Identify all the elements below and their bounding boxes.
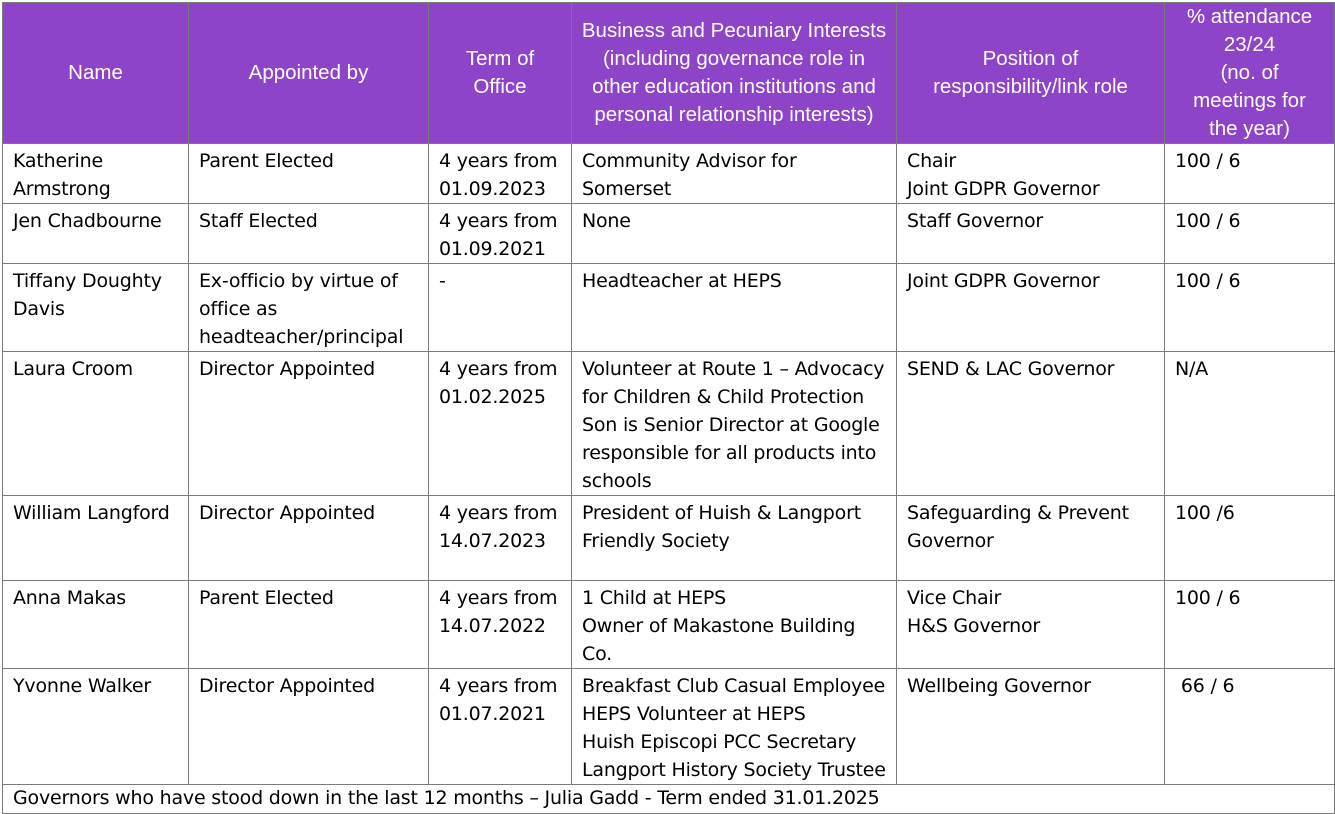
cell-appointed-by [189, 669, 429, 785]
cell-term [429, 352, 572, 496]
cell-line: HEPS Volunteer at HEPS [582, 703, 806, 725]
cell-line: 1 Child at HEPS [582, 587, 727, 609]
header-line: personal relationship interests) [594, 103, 874, 126]
cell-attendance [1165, 264, 1335, 352]
cell-line: 100 /6 [1175, 502, 1235, 524]
table-row [3, 144, 1335, 204]
cell-line: 66 / 6 [1175, 675, 1235, 697]
header-line: % attendance [1186, 5, 1313, 28]
cell-line: office as [199, 298, 278, 320]
cell-line: 100 / 6 [1175, 270, 1241, 292]
cell-line: 01.09.2021 [439, 238, 546, 260]
cell-line: for Children & Child Protection [582, 386, 865, 408]
header-name-label: Name [68, 61, 123, 84]
cell-interests [572, 496, 897, 581]
header-line: (no. of [1220, 61, 1279, 84]
cell-line: Owner of Makastone Building [582, 615, 856, 637]
page [2, 2, 1335, 814]
cell-line: Co. [582, 643, 612, 665]
cell-appointed-by [189, 264, 429, 352]
cell-position [897, 264, 1165, 352]
cell-interests [572, 204, 897, 264]
cell-appointed-by [189, 204, 429, 264]
header-line: Office [473, 75, 527, 98]
header-position [897, 3, 1165, 144]
cell-line: 100 / 6 [1175, 210, 1241, 232]
cell-line: Joint GDPR Governor [907, 270, 1100, 292]
cell-line: schools [582, 470, 652, 492]
header-term-of-office [429, 3, 572, 144]
cell-line: 14.07.2022 [439, 615, 546, 637]
header-attendance [1165, 3, 1335, 144]
cell-line: Langport History Society Trustee [582, 759, 886, 781]
cell-line: Somerset [582, 178, 672, 200]
cell-line: 4 years from [439, 502, 558, 524]
cell-name [3, 669, 189, 785]
cell-line: Staff Elected [199, 210, 318, 232]
cell-line: Huish Episcopi PCC Secretary [582, 731, 857, 753]
header-appointed-by [189, 3, 429, 144]
cell-name [3, 204, 189, 264]
cell-line: Anna Makas [13, 587, 127, 609]
header-interests [572, 3, 897, 144]
cell-position [897, 204, 1165, 264]
cell-term [429, 264, 572, 352]
cell-line: Tiffany Doughty [13, 270, 162, 292]
cell-name [3, 264, 189, 352]
cell-line: Director Appointed [199, 675, 376, 697]
cell-appointed-by [189, 352, 429, 496]
governors-table [2, 2, 1335, 814]
header-line: other education institutions and [592, 75, 876, 98]
cell-term [429, 144, 572, 204]
header-line: 23/24 [1223, 33, 1276, 56]
cell-line: Jen Chadbourne [13, 210, 162, 232]
header-line: (including governance role in [602, 47, 866, 70]
cell-line: Director Appointed [199, 358, 376, 380]
cell-line: Davis [13, 298, 65, 320]
cell-attendance [1165, 204, 1335, 264]
cell-position [897, 144, 1165, 204]
cell-line: - [439, 270, 446, 292]
footer-note: Governors who have stood down in the last 12 months – Julia Gadd - Term ended 31.01.2025 [3, 785, 1335, 814]
cell-interests [572, 581, 897, 669]
cell-line: Volunteer at Route 1 – Advocacy [582, 358, 885, 380]
footer-row [3, 785, 1335, 814]
cell-attendance [1165, 581, 1335, 669]
table-row [3, 496, 1335, 581]
cell-term [429, 204, 572, 264]
cell-line: 100 / 6 [1175, 587, 1241, 609]
cell-appointed-by [189, 496, 429, 581]
cell-line: 01.09.2023 [439, 178, 546, 200]
cell-line: William Langford [13, 502, 170, 524]
cell-line: Ex-officio by virtue of [199, 270, 398, 292]
cell-line: 4 years from [439, 675, 558, 697]
cell-interests [572, 669, 897, 785]
cell-position [897, 669, 1165, 785]
cell-term [429, 669, 572, 785]
cell-line: 4 years from [439, 150, 558, 172]
cell-term [429, 496, 572, 581]
cell-line: Armstrong [13, 178, 111, 200]
table-row [3, 352, 1335, 496]
cell-interests [572, 144, 897, 204]
cell-line: None [582, 210, 631, 232]
cell-line: Parent Elected [199, 587, 334, 609]
cell-line: 4 years from [439, 358, 558, 380]
cell-line: Parent Elected [199, 150, 334, 172]
cell-line: Governor [907, 530, 994, 552]
cell-line: 4 years from [439, 587, 558, 609]
cell-interests [572, 264, 897, 352]
cell-line: H&S Governor [907, 615, 1041, 637]
header-line: Term of [465, 47, 535, 70]
cell-line: 01.07.2021 [439, 703, 546, 725]
header-name [3, 3, 189, 144]
cell-line: Laura Croom [13, 358, 133, 380]
cell-line: SEND & LAC Governor [907, 358, 1115, 380]
cell-line: Joint GDPR Governor [907, 178, 1100, 200]
cell-interests [572, 352, 897, 496]
cell-attendance [1165, 352, 1335, 496]
header-line: responsibility/link role [933, 75, 1128, 98]
cell-name [3, 496, 189, 581]
cell-line: Chair [907, 150, 957, 172]
cell-line: 100 / 6 [1175, 150, 1241, 172]
cell-line: Wellbeing Governor [907, 675, 1091, 697]
cell-line: Staff Governor [907, 210, 1044, 232]
table-row [3, 264, 1335, 352]
header-appointed-by-label: Appointed by [248, 61, 369, 84]
cell-name [3, 581, 189, 669]
table-row [3, 669, 1335, 785]
cell-appointed-by [189, 144, 429, 204]
cell-line: 4 years from [439, 210, 558, 232]
header-line: Position of [982, 47, 1079, 70]
cell-attendance [1165, 669, 1335, 785]
cell-term [429, 581, 572, 669]
cell-attendance [1165, 496, 1335, 581]
cell-line: President of Huish & Langport [582, 502, 861, 524]
table-row [3, 204, 1335, 264]
cell-line: Safeguarding & Prevent [907, 502, 1129, 524]
cell-line: Son is Senior Director at Google [582, 414, 880, 436]
cell-line: 01.02.2025 [439, 386, 546, 408]
header-line: meetings for [1193, 89, 1306, 112]
header-line: the year) [1209, 117, 1290, 140]
header-line: Business and Pecuniary Interests [581, 19, 887, 42]
cell-line: Katherine [13, 150, 103, 172]
cell-attendance [1165, 144, 1335, 204]
header-row [3, 3, 1335, 144]
cell-name [3, 352, 189, 496]
cell-name [3, 144, 189, 204]
cell-line: Yvonne Walker [13, 675, 152, 697]
cell-line: Headteacher at HEPS [582, 270, 782, 292]
cell-line: 14.07.2023 [439, 530, 546, 552]
cell-appointed-by [189, 581, 429, 669]
cell-line: Breakfast Club Casual Employee [582, 675, 886, 697]
cell-line: responsible for all products into [582, 442, 877, 464]
cell-line: Director Appointed [199, 502, 376, 524]
cell-position [897, 496, 1165, 581]
cell-position [897, 581, 1165, 669]
cell-line: headteacher/principal [199, 326, 404, 348]
cell-line: Friendly Society [582, 530, 730, 552]
cell-line: Community Advisor for [582, 150, 797, 172]
cell-position [897, 352, 1165, 496]
cell-line: N/A [1175, 358, 1209, 380]
cell-line: Vice Chair [907, 587, 1002, 609]
table-row [3, 581, 1335, 669]
